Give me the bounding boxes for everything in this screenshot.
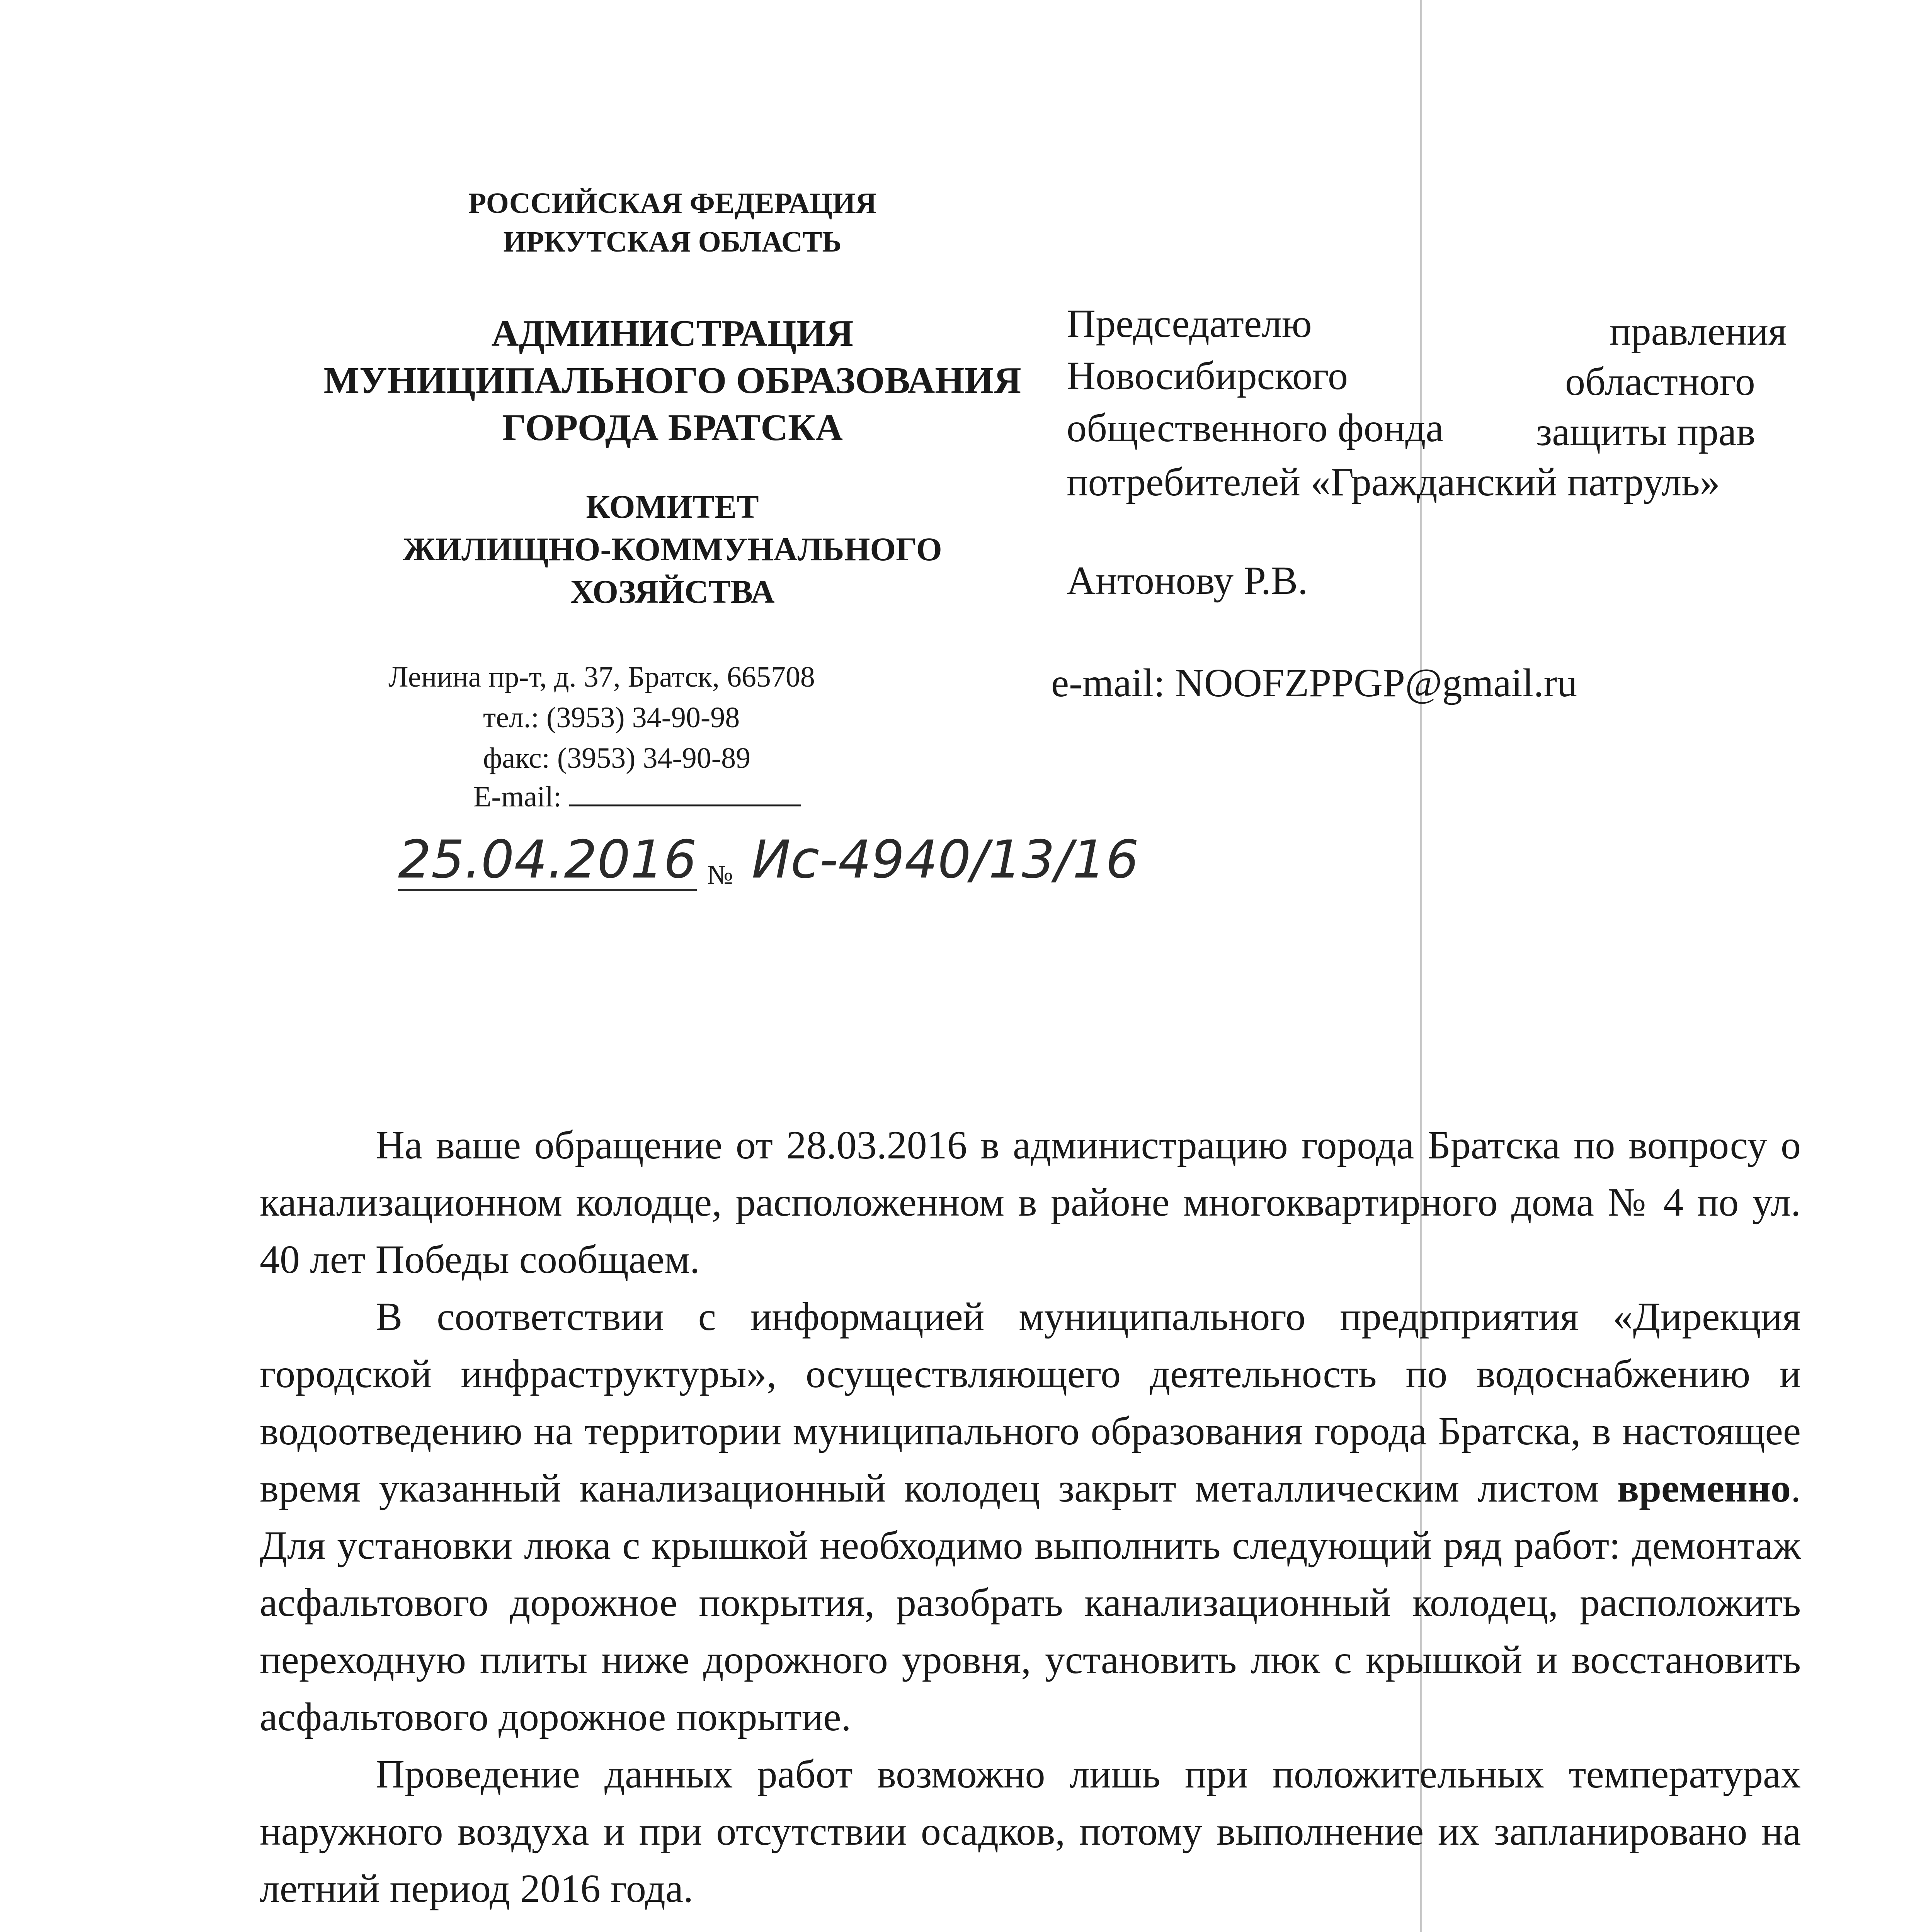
letterhead-address: Ленина пр-т, д. 37, Братск, 665708 xyxy=(388,661,815,693)
email-blank-line xyxy=(569,777,801,806)
letterhead-admin-line2: МУНИЦИПАЛЬНОГО ОБРАЗОВАНИЯ xyxy=(323,360,1021,401)
recipient-name: Антонову Р.В. xyxy=(1067,558,1308,603)
body-paragraph-1: На ваше обращение от 28.03.2016 в администрацию города Братска по вопросу о канализационном колодце, расположенном в районе многоквартирного дома № 4 по ул. 40 лет Победы сообщаем. xyxy=(260,1123,1801,1282)
letterhead-country: РОССИЙСКАЯ ФЕДЕРАЦИЯ xyxy=(468,187,877,219)
letterhead-committee-line2: ЖИЛИЩНО-КОММУНАЛЬНОГО xyxy=(403,531,942,568)
body-paragraph-2-part2: . Для установки люка с крышкой необходимо выполнить следующий ряд работ: демонтаж асфальтового дорожное покрытия, разобрать канализационный колодец, расположить переходную плиты ниже дорожного уровня, установить люк с крышкой и восстановить асфальтового дорожное покрытие. xyxy=(260,1466,1801,1739)
registration-date: 25.04.2016 xyxy=(398,831,697,891)
letterhead-committee-line3: ХОЗЯЙСТВА xyxy=(570,573,775,610)
body-paragraph-3: Проведение данных работ возможно лишь при положительных температурах наружного воздуха и при отсутствии осадков, потому выполнение их запланировано на летний период 2016 года. xyxy=(260,1752,1801,1911)
letterhead-admin-line1: АДМИНИСТРАЦИЯ xyxy=(491,313,854,354)
letterhead-admin-line3: ГОРОДА БРАТСКА xyxy=(502,407,843,449)
letterhead-email xyxy=(473,777,801,817)
registration-number-sign: № xyxy=(707,860,733,890)
letterhead-fax: факс: (3953) 34-90-89 xyxy=(483,742,751,774)
letterhead-email-label: E-mail: xyxy=(473,781,562,813)
recipient-line1-left: Председателю xyxy=(1067,301,1312,346)
letter-body xyxy=(260,1117,1801,1917)
recipient-line1-right: правления xyxy=(1610,309,1787,354)
body-paragraph-2 xyxy=(260,1288,1801,1746)
recipient-line2-right: областного xyxy=(1565,359,1755,404)
registration-number: Ис-4940/13/16 xyxy=(752,829,1139,890)
recipient-line3-right: защиты прав xyxy=(1536,410,1756,454)
recipient-line4: потребителей «Гражданский патруль» xyxy=(1067,460,1720,504)
letterhead-region: ИРКУТСКАЯ ОБЛАСТЬ xyxy=(503,226,842,258)
body-paragraph-2-bold: временно xyxy=(1617,1466,1791,1510)
letterhead-phone: тел.: (3953) 34-90-98 xyxy=(483,701,740,734)
recipient-line3-left: общественного фонда xyxy=(1067,406,1444,450)
body-paragraph-2-part1: В соответствии с информацией муниципального предрприятия «Дирекция городской инфраструктуры», осуществляющего деятельность по водоснабжению и водоотведению на территории муниципального образования города Братска, в настоящее время указанный канализационный колодец закрыт металлическим листом xyxy=(260,1294,1801,1510)
letterhead-committee-line1: КОМИТЕТ xyxy=(586,488,759,525)
recipient-line2-left: Новосибирского xyxy=(1067,354,1348,398)
recipient-email: e-mail: NOOFZPPGP@gmail.ru xyxy=(1051,661,1577,705)
